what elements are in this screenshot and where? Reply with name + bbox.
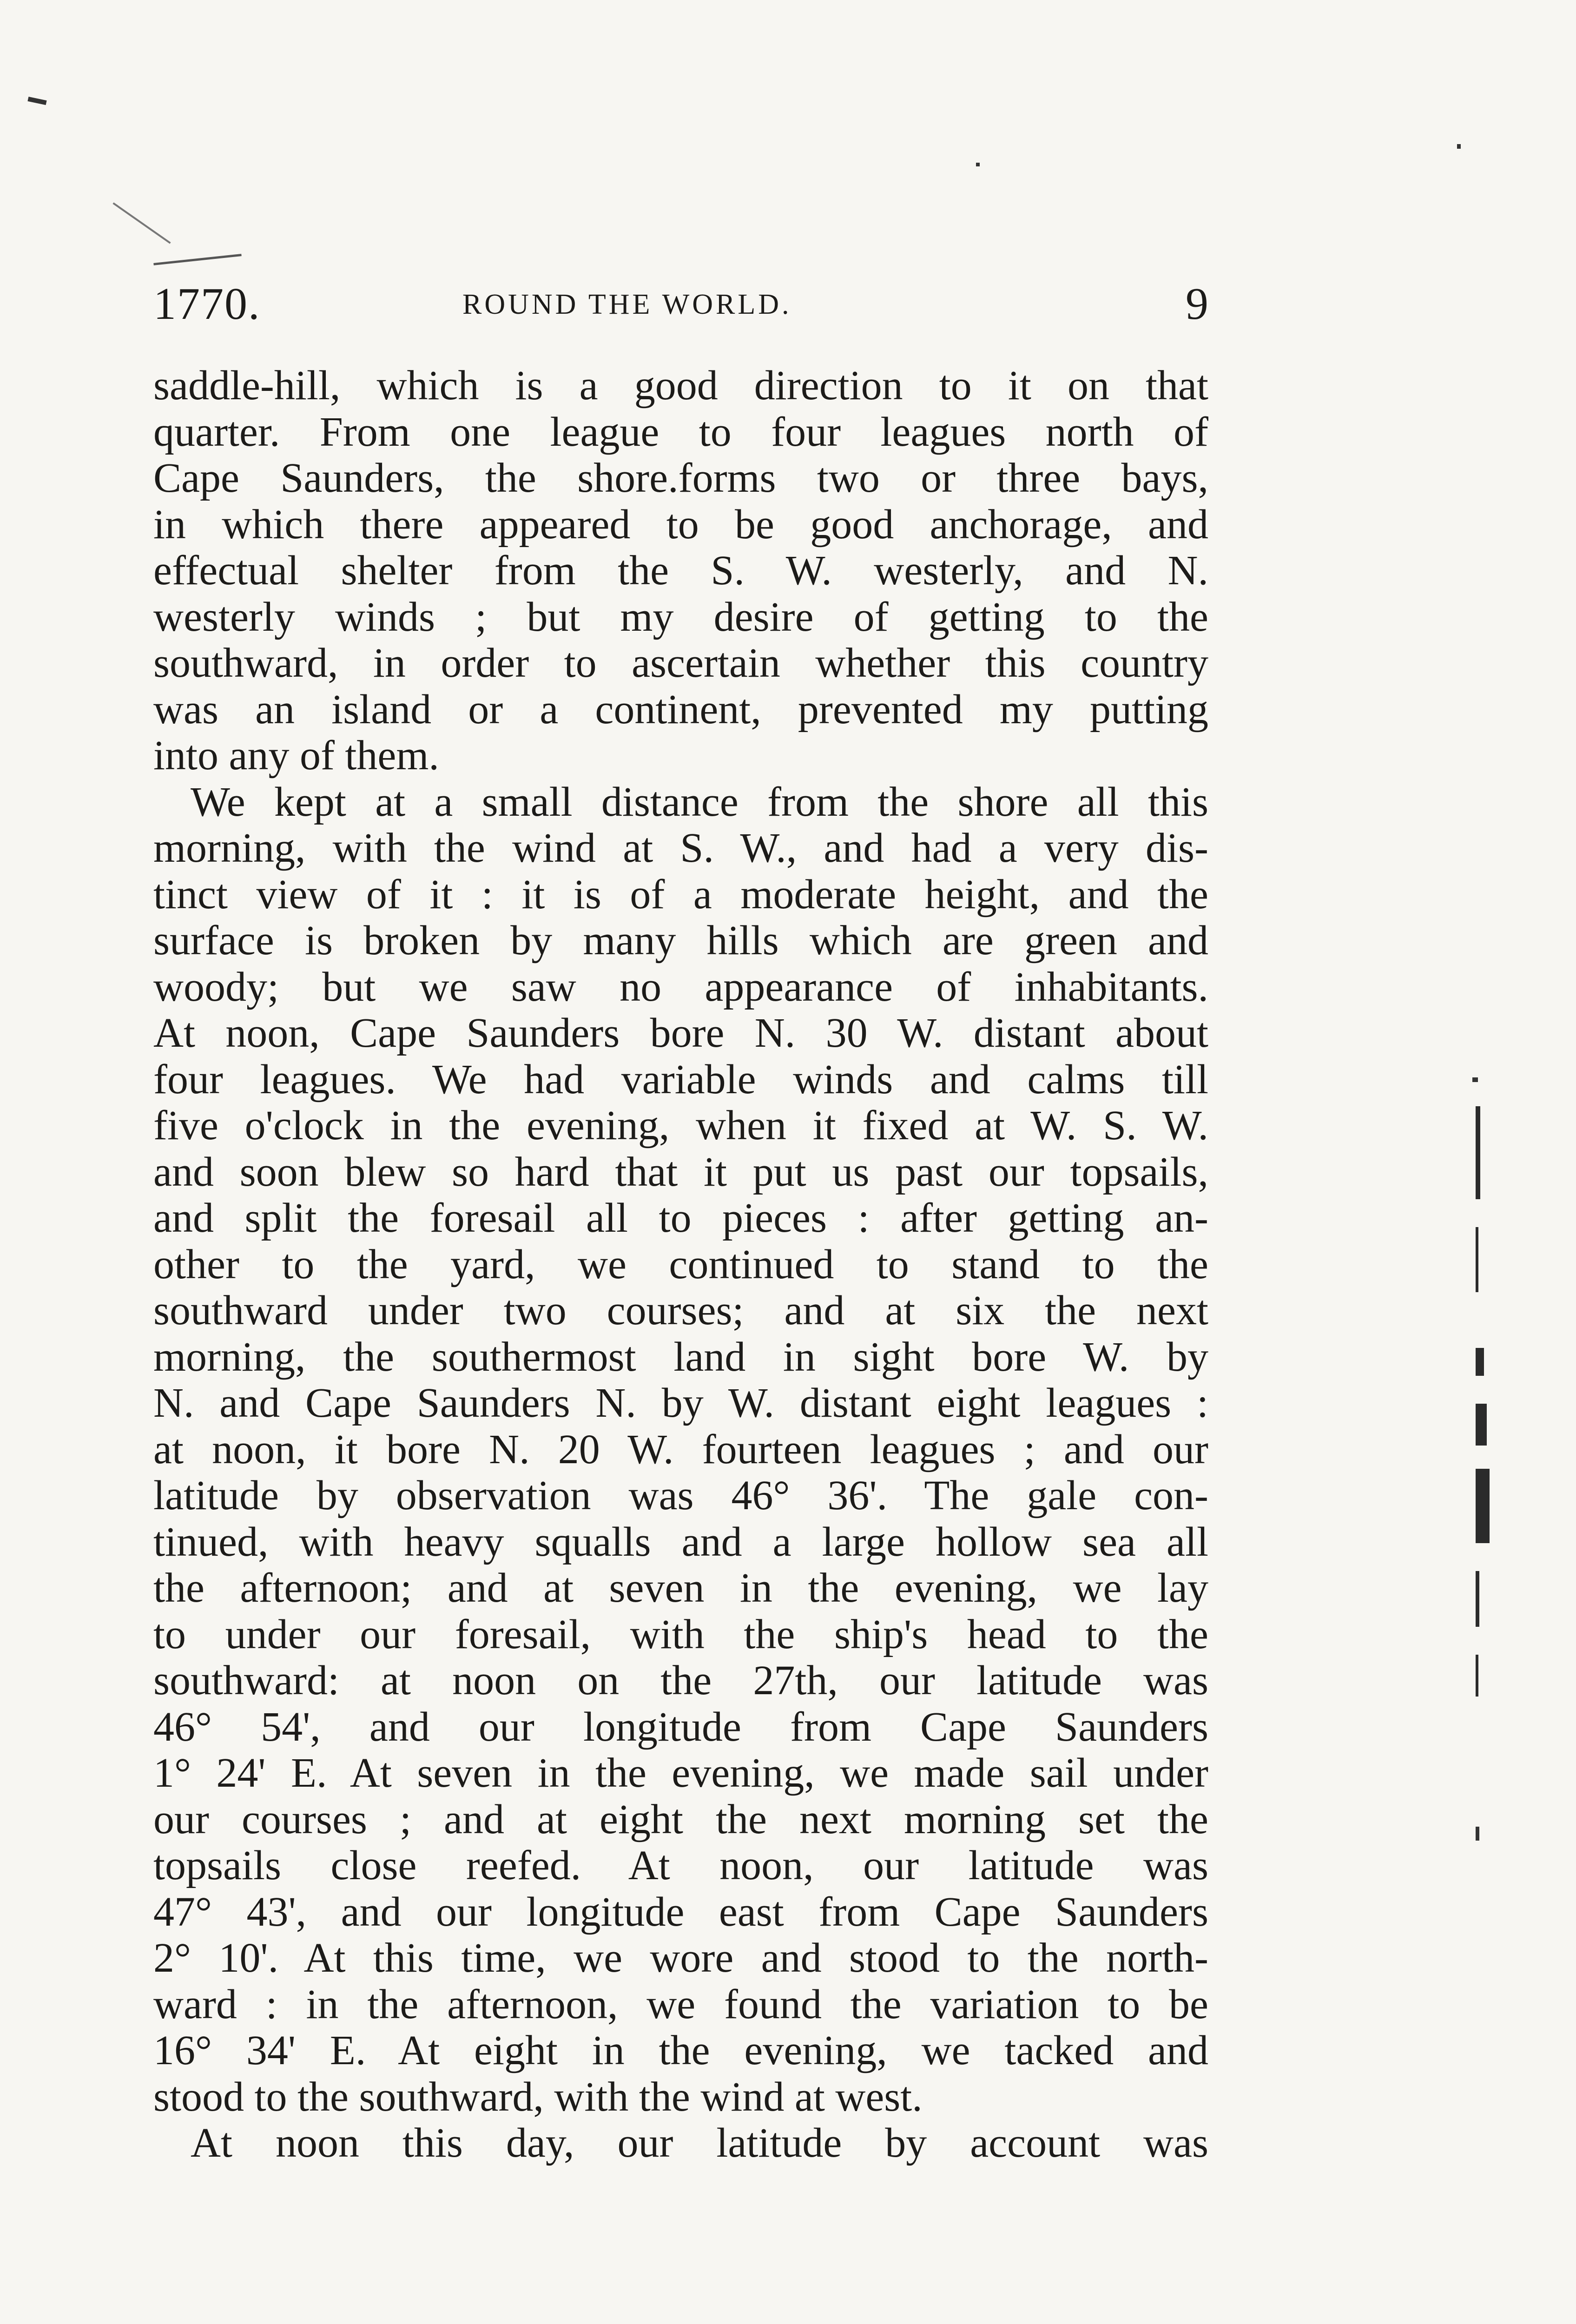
text-line: tinct view of it : it is of a moderate height, and the [153,871,1208,918]
text-line: 2° 10'. At this time, we wore and stood to the north- [153,1935,1208,1981]
text-line: At noon this day, our latitude by account was [191,2120,1208,2166]
scan-mark [27,97,46,105]
text-line: 16° 34' E. At eight in the evening, we tacked and [153,2027,1208,2073]
text-line: woody; but we saw no appearance of inhabitants. [153,964,1208,1010]
body-text [153,363,1208,2166]
text-line: At noon, Cape Saunders bore N. 30 W. distant about [153,1010,1208,1056]
text-line: southward under two courses; and at six the next [153,1287,1208,1334]
text-line: to under our foresail, with the ship's head to the [153,1611,1208,1657]
text-line: topsails close reefed. At noon, our latitude was [153,1842,1208,1888]
text-line: southward, in order to ascertain whether this country [153,640,1208,686]
text-line: morning, with the wind at S. W., and had a very dis- [153,825,1208,871]
text-line: morning, the southermost land in sight bore W. by [153,1334,1208,1380]
text-line: southward: at noon on the 27th, our latitude was [153,1657,1208,1703]
running-head [153,278,1208,334]
text-line: four leagues. We had variable winds and calms till [153,1056,1208,1103]
text-line: 1° 24' E. At seven in the evening, we made sail under [153,1750,1208,1796]
text-line: N. and Cape Saunders N. by W. distant eight leagues : [153,1380,1208,1426]
text-line: effectual shelter from the S. W. westerly, and N. [153,548,1208,594]
text-line: 46° 54', and our longitude from Cape Saunders [153,1703,1208,1750]
scan-mark [1457,144,1461,149]
scan-mark [112,202,171,244]
page-number: 9 [1186,279,1208,329]
text-line: Cape Saunders, the shore.forms two or three bays, [153,455,1208,501]
scan-mark [1472,1077,1478,1082]
text-line: stood to the southward, with the wind at west. [153,2073,923,2120]
running-title: ROUND THE WORLD. [462,289,792,320]
text-line: quarter. From one league to four leagues north of [153,409,1208,455]
text-line: five o'clock in the evening, when it fixed at W. S. W. [153,1103,1208,1149]
text-line: and soon blew so hard that it put us past our topsails, [153,1149,1208,1195]
text-line: saddle-hill, which is a good direction to it on that [153,363,1208,409]
text-line: We kept at a small distance from the shore all this [191,779,1208,825]
scan-mark [1476,1827,1479,1841]
text-line: latitude by observation was 46° 36'. The gale con- [153,1472,1208,1519]
scan-edge-marks [1476,1106,1494,1710]
scan-mark [153,254,241,265]
text-line: surface is broken by many hills which are green and [153,918,1208,964]
text-line: ward : in the afternoon, we found the variation to be [153,1981,1208,2027]
text-line: our courses ; and at eight the next morning set the [153,1796,1208,1842]
text-line: was an island or a continent, prevented my putting [153,686,1208,733]
text-line: and split the foresail all to pieces : after getting an- [153,1195,1208,1241]
year: 1770. [153,279,261,329]
text-line: other to the yard, we continued to stand to the [153,1241,1208,1287]
text-line: in which there appeared to be good anchorage, and [153,501,1208,548]
text-line: at noon, it bore N. 20 W. fourteen leagues ; and our [153,1426,1208,1472]
text-line: westerly winds ; but my desire of getting to the [153,594,1208,640]
text-line: 47° 43', and our longitude east from Cape Saunders [153,1888,1208,1935]
text-line: into any of them. [153,733,439,779]
text-line: tinued, with heavy squalls and a large hollow sea all [153,1519,1208,1565]
text-line: the afternoon; and at seven in the evening, we lay [153,1565,1208,1611]
scan-mark [976,163,980,166]
